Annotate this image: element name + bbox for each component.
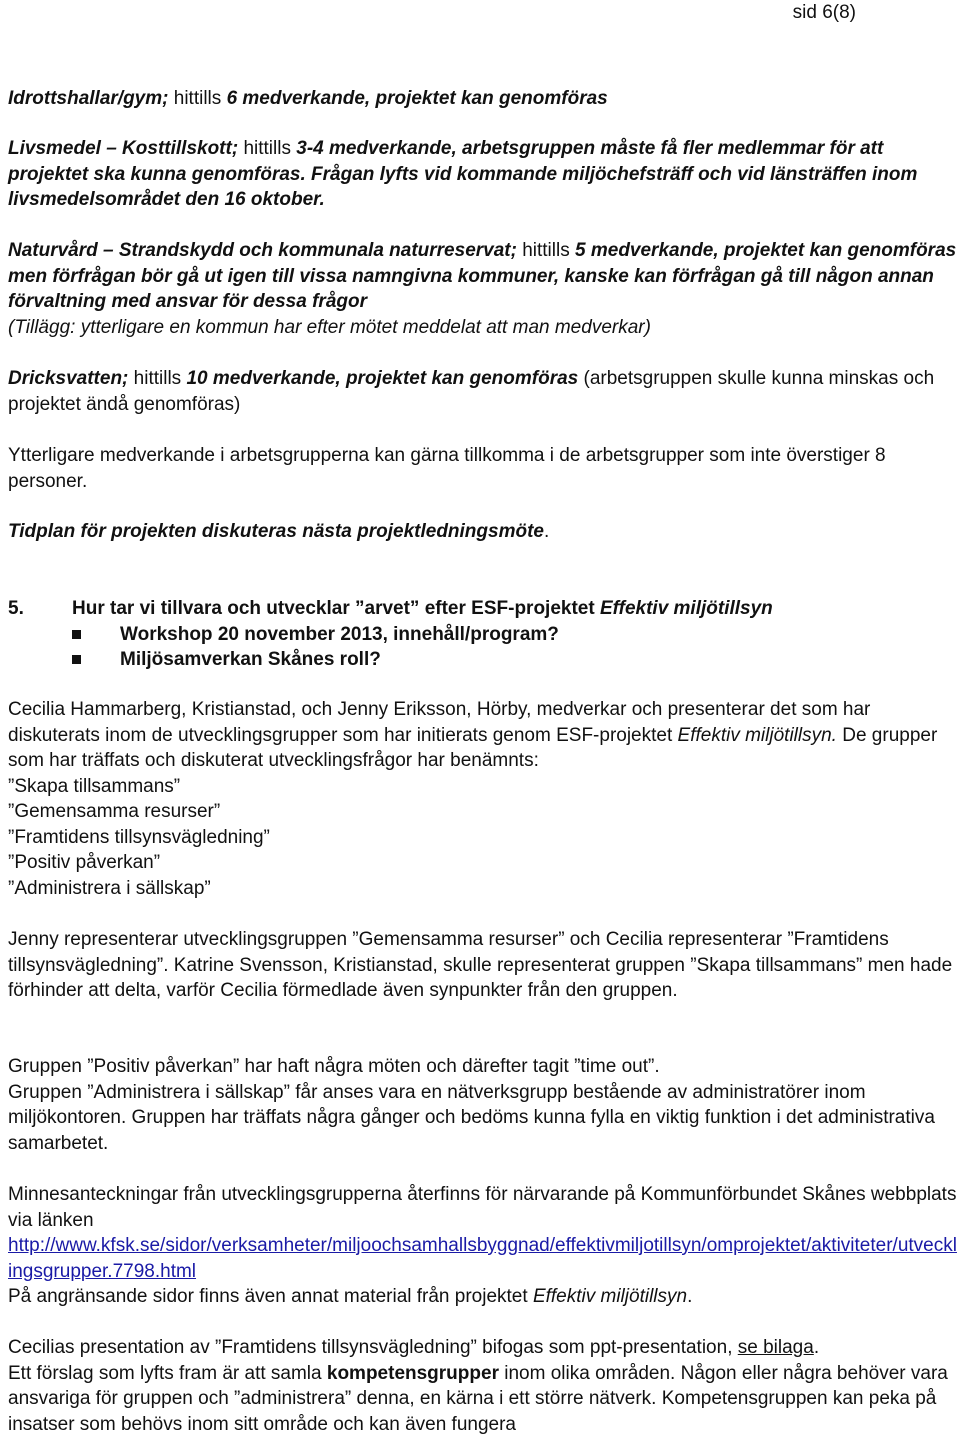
paragraph-ytterligare: Ytterligare medverkande i arbetsgrupperna kan gärna tillkomma i de arbetsgrupper som inte överstiger 8 personer. <box>8 445 886 492</box>
text: hittills <box>128 368 187 389</box>
paragraph-jenny: Jenny representerar utvecklingsgruppen ”Gemensamma resurser” och Cecilia representerar ”Framtidens tillsynsvägledning”. Katrine Svensson, Kristianstad, skulle representerat gruppen ”Skapa tillsammans” men hade förhinder att delta, varför Cecilia förmedlade även synpunkter från den gruppen. <box>8 929 953 1001</box>
text: Gruppen ”Positiv påverkan” har haft några möten och därefter tagit ”time out”. <box>8 1056 660 1077</box>
square-bullet-icon <box>72 655 81 664</box>
period: . <box>687 1286 693 1307</box>
paragraph-naturvard <box>8 238 960 340</box>
topic-label: Naturvård – Strandskydd och kommunala naturreservat; <box>8 240 517 261</box>
topic-label: Livsmedel – Kosttillskott; <box>8 138 239 159</box>
status-text: 6 medverkande, projektet kan genomföras <box>226 88 608 109</box>
text-line <box>8 1284 960 1310</box>
paragraph-positiv <box>8 1054 960 1156</box>
square-bullet-icon <box>72 630 81 639</box>
period: . <box>813 1337 820 1358</box>
section-number: 5. <box>8 598 24 619</box>
section-heading <box>8 596 960 622</box>
kfsk-link[interactable]: http://www.kfsk.se/sidor/verksamheter/miljoochsamhallsbyggnad/effektivmiljotillsyn/omprojektet/aktiviteter/utvecklingsgrupper.7798.html <box>8 1235 957 1282</box>
text: Gruppen ”Administrera i sällskap” får anses vara en nätverksgrupp bestående av administratörer inom miljökontoren. Gruppen har träffats några gånger och bedöms kunna fylla en viktig funktion i det administrativa samarbetet. <box>8 1081 935 1154</box>
paragraph-tidplan <box>8 519 960 545</box>
paragraph-idrottshallar <box>8 86 960 112</box>
group-item: ”Positiv påverkan” <box>8 852 161 873</box>
text-line <box>8 1335 960 1361</box>
note-text: (arbetsgruppen skulle kunna minskas och projektet ändå genomföras) <box>8 368 935 415</box>
text: hittills <box>238 138 297 159</box>
paragraph-livsmedel <box>8 136 960 213</box>
section-5 <box>8 596 960 673</box>
bullet-text: Miljösamverkan Skånes roll? <box>120 649 381 670</box>
tidplan-text: Tidplan för projekten diskuteras nästa projektledningsmöte <box>8 521 544 542</box>
status-text: 5 medverkande, projektet kan genomföras men förfrågan bör gå ut igen till vissa namngivna kommuner, kanske kan förfrågan gå till någon annan förvaltning med ansvar för dessa frågor <box>8 240 957 312</box>
text: hittills <box>168 88 227 109</box>
group-item: ”Framtidens tillsynsvägledning” <box>8 826 270 848</box>
page-number: sid 6(8) <box>792 2 856 23</box>
paragraph-minnesanteckningar <box>8 1182 960 1310</box>
topic-label: Idrottshallar/gym; <box>8 88 169 109</box>
text: På angränsande sidor finns även annat material från projektet <box>8 1286 533 1307</box>
project-name: Effektiv miljötillsyn. <box>677 724 837 746</box>
text: Cecilias presentation av ”Framtidens tillsynsvägledning” bifogas som ppt-presentation, <box>8 1337 738 1358</box>
attachment-link[interactable]: se bilaga <box>737 1337 814 1358</box>
bullet-item <box>8 647 960 673</box>
status-text: 10 medverkande, projektet kan genomföras <box>186 368 579 389</box>
group-item: ”Administrera i sällskap” <box>8 877 211 899</box>
text: hittills <box>516 240 576 261</box>
paragraph-dricksvatten <box>8 366 960 417</box>
project-name: Effektiv miljötillsyn <box>532 1286 688 1307</box>
text: inom olika områden. Någon eller några behöver vara ansvariga för gruppen och ”administrera” denna, en kärna i ett större nätverk. Kompetensgruppen kan peka på insatser som behövs inom sitt område och kan även fungera <box>8 1362 948 1435</box>
text: Ett förslag som lyfts fram är att samla <box>8 1362 327 1384</box>
paragraph-cecilia <box>8 697 960 901</box>
highlight-text: kompetensgrupper <box>326 1362 499 1384</box>
text: De grupper som har träffats och diskuterat utvecklingsfrågor har benämnts: <box>8 724 938 771</box>
text-line <box>8 1361 960 1438</box>
section-title-project: Effektiv miljötillsyn <box>599 598 773 619</box>
bullet-text: Workshop 20 november 2013, innehåll/program? <box>120 623 559 645</box>
text: Minnesanteckningar från utvecklingsgrupperna återfinns för närvarande på Kommunförbundet Skånes webbplats via länken <box>8 1184 957 1231</box>
section-title: Hur tar vi tillvara och utvecklar ”arvet” efter ESF-projektet <box>72 598 600 619</box>
paragraph-presentation <box>8 1335 960 1437</box>
group-item: ”Gemensamma resurser” <box>8 801 221 822</box>
bullet-item <box>8 622 960 648</box>
group-item: ”Skapa tillsammans” <box>8 775 181 797</box>
addendum-text: (Tillägg: ytterligare en kommun har efter mötet meddelat att man medverkar) <box>8 316 651 338</box>
topic-label: Dricksvatten; <box>8 368 129 389</box>
text: Cecilia Hammarberg, Kristianstad, och Jenny Eriksson, Hörby, medverkar och presenterar det som har diskuterats inom de utvecklingsgrupper som har initierats genom ESF-projektet <box>8 699 871 746</box>
period: . <box>543 521 550 542</box>
status-text: 3-4 medverkande, arbetsgruppen måste få fler medlemmar för att projektet ska kunna genomföras. Frågan lyfts vid kommande miljöchefsträff och vid länsträffen inom livsmedelsområdet den 16 oktober. <box>8 138 918 210</box>
